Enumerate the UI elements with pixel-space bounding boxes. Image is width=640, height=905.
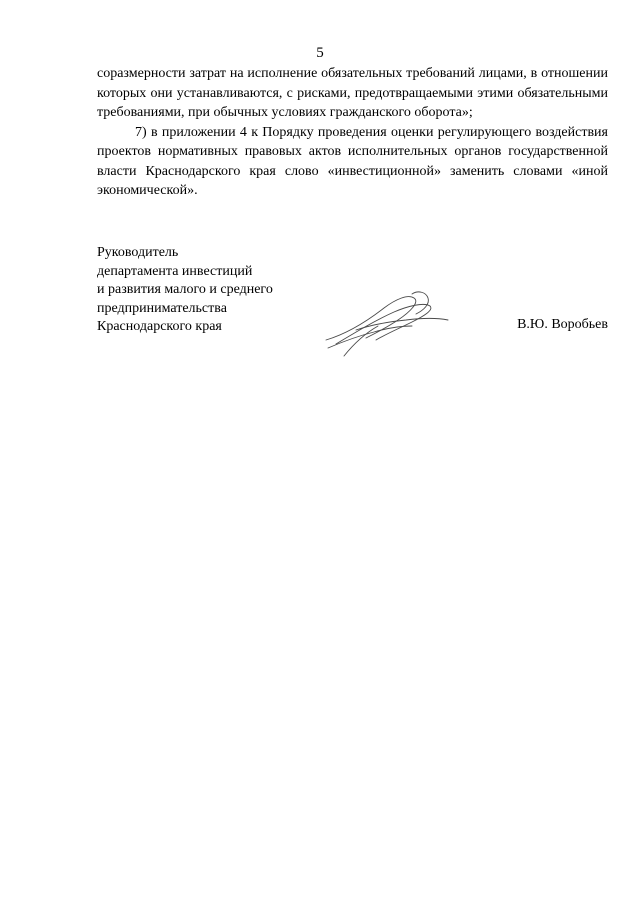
paragraph-continuation: соразмерности затрат на исполнение обязательных требований лицами, в отношении которых они устанавливаются, с рисками, предотвращаемыми этими обязательными требованиями, при обычных условиях гражданского оборота»; — [97, 66, 608, 120]
position-line: департамента инвестиций — [97, 263, 253, 279]
signer-name: В.Ю. Воробьев — [517, 317, 608, 332]
page-number: 5 — [316, 45, 324, 61]
document-body — [97, 64, 608, 201]
signatory-position — [97, 244, 273, 337]
paragraph-item-7: 7) в приложении 4 к Порядку проведения оценки регулирующего воздействия проектов нормативных правовых актов исполнительных органов государственной власти Краснодарского края слово «инвестиционной» заменить словами «иной экономической». — [97, 124, 608, 198]
handwritten-signature — [316, 282, 466, 362]
position-line: предпринимательства — [97, 300, 227, 316]
position-line: Краснодарского края — [97, 319, 222, 334]
position-line: и развития малого и среднего — [97, 282, 273, 297]
position-line: Руководитель — [97, 245, 179, 260]
